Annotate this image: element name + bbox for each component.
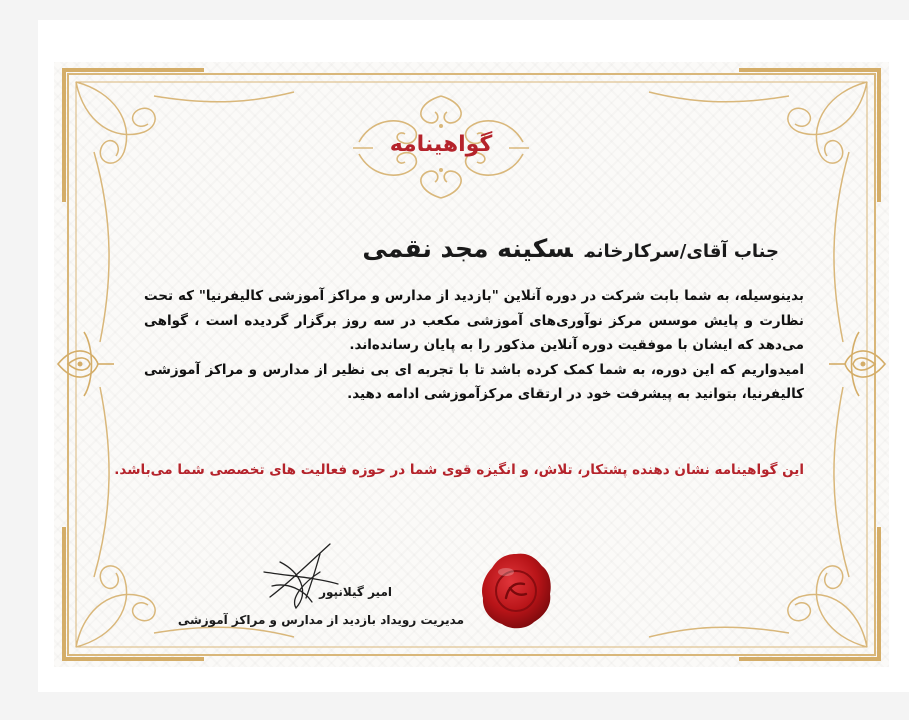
body-paragraph: امیدواریم که این دوره، به شما کمک کرده باشد تا با تجربه ای بی نظیر از مدارس و مراکز آموزشی کالیفرنیا، بتوانید به پیشرفت خود در ارتقای مرکز‌آموزشی ادامه دهید. [144, 361, 804, 402]
certificate [54, 62, 889, 667]
recipient-line [362, 234, 779, 263]
recipient-name: سکینه مجد نقمی [362, 234, 573, 263]
title-medallion [351, 92, 531, 202]
certificate-body [144, 284, 804, 407]
signatory-name: امیر گیلانپور [319, 585, 392, 599]
signature-scribble [260, 542, 340, 612]
page-sheet [38, 20, 909, 692]
signature-block [177, 542, 464, 632]
certificate-title: گواهینامه [389, 132, 493, 157]
wax-seal-icon [478, 550, 554, 632]
salutation: جناب آقای/سرکارخانم [584, 241, 779, 262]
highlight-statement: این گواهینامه نشان دهنده پشتکار، تلاش، و انگیزه قوی شما در حوزه فعالیت های تخصصی شما می‌باشد. [114, 462, 804, 478]
body-paragraph: بدینوسیله، به شما بابت شرکت در دوره آنلاین "بازدید از مدارس و مراکز آموزشی کالیفرنیا" که تحت نظارت و پایش موسس مرکز نوآوری‌های آموزشی مکعب در سه روز برگزار گردیده است ، گواهی می‌دهد که ایشان با موفقیت دوره آنلاین مذکور را به پایان رسانده‌اند. [144, 288, 804, 353]
signatory-title: مدیریت رویداد بازدید از مدارس و مراکز آموزشی [177, 613, 464, 627]
